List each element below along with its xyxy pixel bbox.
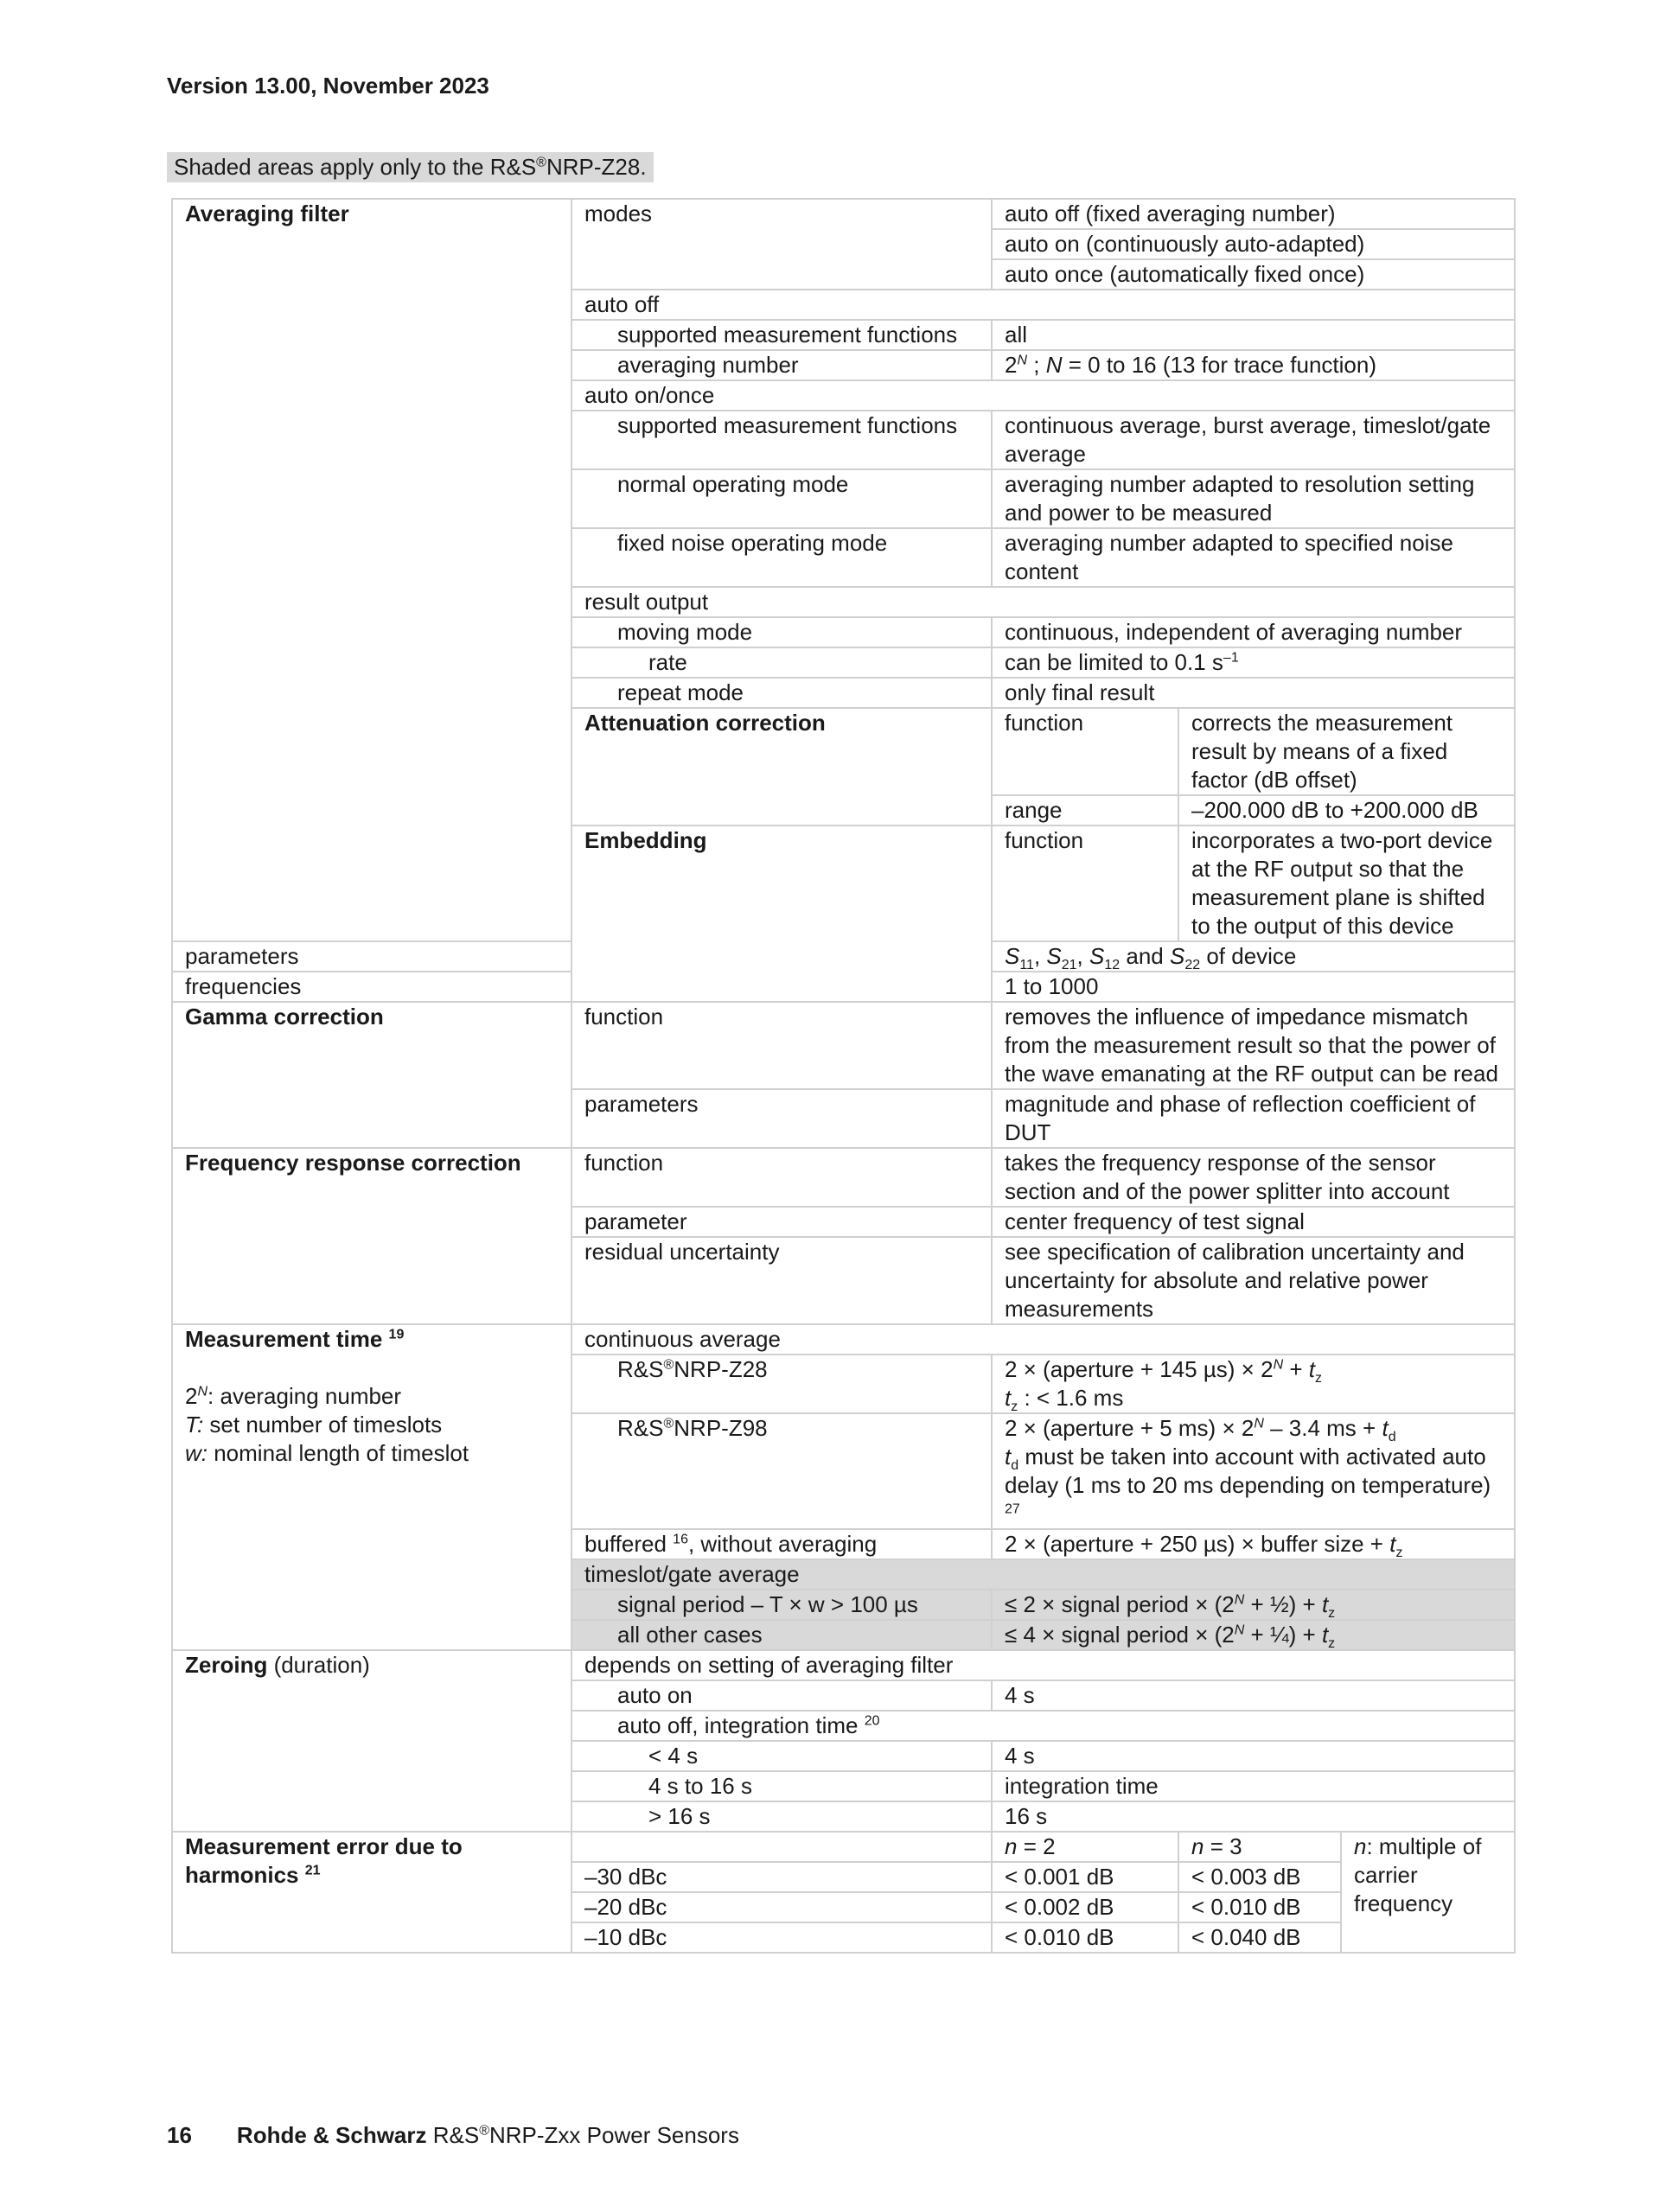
value-cell: 2 × (aperture + 5 $ms) \times 2^N - 3.4$ ms + $t_d$ $t_d$ must be taken into account with activated auto delay (1 ms to 20 ms depending on temperature) $^{27}$	[992, 1413, 1515, 1529]
embedding-label: Embedding	[571, 826, 992, 1002]
value-cell: < 0.002 dB	[992, 1892, 1178, 1922]
value-cell: < 0.010 dB	[1178, 1892, 1341, 1922]
value-cell: < 0.001 dB	[992, 1862, 1178, 1892]
shading-note: Shaded areas apply only to the R&S®NRP-Z28.	[167, 152, 654, 182]
value-cell: 1 to 1000	[992, 972, 1515, 1002]
param-cell: buffered $^{16}$, without averaging	[571, 1529, 992, 1559]
param-cell: –30 dBc	[571, 1862, 992, 1892]
value-cell: incorporates a two-port device at the RF output so that the measurement plane is shifted to the output of this device	[1178, 826, 1515, 941]
value-cell: center frequency of test signal	[992, 1207, 1515, 1237]
value-cell: auto once (automatically fixed once)	[992, 259, 1515, 290]
averaging-filter-label: Averaging filter	[172, 199, 571, 941]
param-cell: rate	[571, 647, 992, 678]
param-cell: auto on	[571, 1680, 992, 1711]
param-cell: supported measurement functions	[571, 411, 992, 469]
param-cell: auto off, integration time $^{20}$	[571, 1711, 1515, 1741]
attenuation-correction-label: Attenuation correction	[571, 708, 992, 826]
param-cell: –20 dBc	[571, 1892, 992, 1922]
param-cell: function	[571, 1002, 992, 1089]
param-cell: residual uncertainty	[571, 1237, 992, 1324]
param-cell: frequencies	[172, 972, 571, 1002]
value-cell: averaging number adapted to resolution setting and power to be measured	[992, 469, 1515, 528]
value-cell: $S_{11}$, $S_{21}$, $S_{12}$ and $S_{22}$ of device	[992, 941, 1515, 972]
value-cell: can be limited to 0.1 $s^{-1}$	[992, 647, 1515, 678]
param-cell: function	[571, 1148, 992, 1207]
value-cell: magnitude and phase of reflection coefficient of DUT	[992, 1089, 1515, 1148]
param-cell: parameter	[571, 1207, 992, 1237]
value-cell: continuous average, burst average, timeslot/gate average	[992, 411, 1515, 469]
param-cell: < 4 s	[571, 1741, 992, 1771]
value-cell: integration time	[992, 1771, 1515, 1801]
table-row	[172, 1832, 1515, 1862]
value-cell: < 0.003 dB	[1178, 1862, 1341, 1892]
param-cell: parameters	[172, 941, 571, 972]
param-cell: auto off	[571, 290, 1515, 320]
page-number: 16	[167, 2122, 192, 2148]
document-version: Version 13.00, November 2023	[167, 73, 489, 99]
value-cell: 16 s	[992, 1801, 1515, 1832]
param-cell: supported measurement functions	[571, 320, 992, 350]
table-row	[172, 199, 1515, 229]
param-cell: continuous average	[571, 1324, 1515, 1355]
param-cell: 4 s to 16 s	[571, 1771, 992, 1801]
table-row	[172, 1650, 1515, 1680]
value-cell: $2^N$ ; N = 0 to 16 (13 for trace function)	[992, 350, 1515, 380]
footer-brand: Rohde & Schwarz	[236, 2122, 427, 2148]
value-cell: ≤ 4 × signal period × ($2^N$ + ¼) + $t_z$	[992, 1620, 1515, 1650]
param-cell: –10 dBc	[571, 1922, 992, 1953]
param-cell: averaging number	[571, 350, 992, 380]
value-cell: only final result	[992, 678, 1515, 708]
value-cell: ≤ 2 × signal period × ($2^N$ + ½) + $t_z$	[992, 1590, 1515, 1620]
param-cell: moving mode	[571, 617, 992, 647]
param-cell: all other cases	[571, 1620, 992, 1650]
param-cell: result output	[571, 587, 1515, 617]
table-row	[172, 1324, 1515, 1355]
spec-table	[171, 198, 1516, 1954]
value-cell: auto off (fixed averaging number)	[992, 199, 1515, 229]
measurement-time-label: Measurement time $^{19}$ $2^N$: averaging number T: set number of timeslots w: nominal length of timeslot	[172, 1324, 571, 1650]
value-cell: –200.000 dB to +200.000 dB	[1178, 795, 1515, 826]
value-cell: auto on (continuously auto-adapted)	[992, 229, 1515, 259]
value-cell: corrects the measurement result by means of a fixed factor (dB offset)	[1178, 708, 1515, 795]
param-cell: parameters	[571, 1089, 992, 1148]
param-cell: timeslot/gate average	[571, 1559, 1515, 1590]
value-cell: < 0.040 dB	[1178, 1922, 1341, 1953]
param-cell: signal period – T × w > 100 µs	[571, 1590, 992, 1620]
value-cell: 2 × (aperture + 250 µs) × buffer size + $t_z$	[992, 1529, 1515, 1559]
param-cell: normal operating mode	[571, 469, 992, 528]
page-footer: 16 Rohde & Schwarz R&S®NRP-Zxx Power Sensors	[167, 2122, 739, 2148]
value-cell: 2 × (aperture + 145 $\mu s) \times 2^N + t_z$ $t_z$ : < 1.6 ms	[992, 1355, 1515, 1413]
value-cell: removes the influence of impedance mismatch from the measurement result so that the power of the wave emanating at the RF output can be read	[992, 1002, 1515, 1089]
param-cell: auto on/once	[571, 380, 1515, 411]
param-cell: modes	[571, 199, 992, 290]
param-cell: function	[992, 826, 1178, 941]
table-row	[172, 1002, 1515, 1089]
gamma-correction-label: Gamma correction	[172, 1002, 571, 1148]
value-cell: < 0.010 dB	[992, 1922, 1178, 1953]
value-cell: all	[992, 320, 1515, 350]
table-row	[172, 1148, 1515, 1207]
value-cell: takes the frequency response of the sensor section and of the power splitter into account	[992, 1148, 1515, 1207]
param-cell: function	[992, 708, 1178, 795]
param-cell	[571, 1832, 992, 1862]
harmonics-label: Measurement error due to harmonics $^{21}$	[172, 1832, 571, 1953]
value-cell: 4 s	[992, 1680, 1515, 1711]
value-cell: averaging number adapted to specified noise content	[992, 528, 1515, 587]
zeroing-label: Zeroing (duration)	[172, 1650, 571, 1832]
param-cell: fixed noise operating mode	[571, 528, 992, 587]
value-cell: see specification of calibration uncertainty and uncertainty for absolute and relative power measurements	[992, 1237, 1515, 1324]
harmonics-note: n: multiple of carrier frequency	[1341, 1832, 1515, 1953]
value-cell: n = 3	[1178, 1832, 1341, 1862]
value-cell: 4 s	[992, 1741, 1515, 1771]
frequency-response-correction-label: Frequency response correction	[172, 1148, 571, 1324]
param-cell: > 16 s	[571, 1801, 992, 1832]
param-cell: R&S®NRP-Z98	[571, 1413, 992, 1529]
param-cell: repeat mode	[571, 678, 992, 708]
param-cell: range	[992, 795, 1178, 826]
value-cell: continuous, independent of averaging number	[992, 617, 1515, 647]
param-cell: depends on setting of averaging filter	[571, 1650, 1515, 1680]
value-cell: n = 2	[992, 1832, 1178, 1862]
param-cell: R&S®NRP-Z28	[571, 1355, 992, 1413]
